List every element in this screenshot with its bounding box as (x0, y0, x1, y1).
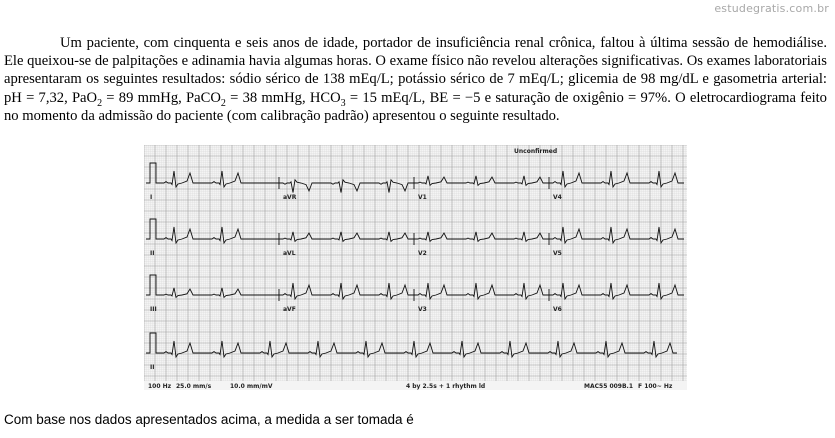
subscript-co2: 2 (220, 97, 226, 109)
ecg-lead-label: V2 (418, 250, 427, 257)
question-part-1: Um paciente, com cinquenta e seis anos de idade, portador de insuficiência renal crônica, faltou à última sessão de hemodiálise. Ele queixou-se de palpitações e adinamia havia algumas horas. O exame físico não revelou alterações significativas. Os exames laboratoriais apresentaram os seguintes resultados: sódio sérico de 138 mEq/L; potássio sérico de 7 mEq/L; glicemia de 98 mg/dL e gasometria arterial: pH = 7,32, PaO (4, 35, 827, 106)
ecg-lead-label: aVF (283, 306, 296, 313)
ecg-footer-filter: F 100~ Hz (638, 383, 673, 390)
ecg-lead-label: V6 (553, 306, 562, 313)
ecg-lead-label: V3 (418, 306, 427, 313)
ecg-lead-label: II (150, 364, 155, 371)
question-text (4, 34, 827, 125)
subscript-o2: 2 (97, 97, 103, 109)
ecg-footer-format: 4 by 2.5s + 1 rhythm ld (406, 383, 486, 390)
ecg-header-label: Unconfirmed (514, 148, 558, 155)
ecg-image (144, 145, 687, 390)
ecg-footer-device: MAC55 009B.1 (584, 383, 634, 390)
watermark: estudegratis.com.br (714, 2, 829, 15)
ecg-lead-label: aVR (283, 194, 297, 201)
question-part-3: = 38 mmHg, HCO (225, 89, 341, 106)
ecg-lead-label: V5 (553, 250, 562, 257)
question-part-4: = 15 mEq/L, BE = −5 e saturação de oxigênio = 97%. O eletrocardiograma feito no momento da admissão do paciente (com calibração padrão) apresentou o seguinte resultado. (4, 89, 827, 124)
ecg-lead-label: V1 (418, 194, 427, 201)
ecg-footer-speed: 25.0 mm/s (176, 383, 212, 390)
ecg-footer-rate: 100 Hz (148, 383, 172, 390)
ecg-lead-label: V4 (553, 194, 562, 201)
ecg-footer-gain: 10.0 mm/mV (230, 383, 273, 390)
subscript-hco3: 3 (340, 97, 346, 109)
question-prompt: Com base nos dados apresentados acima, a medida a ser tomada é (4, 412, 414, 427)
ecg-lead-label: I (150, 194, 153, 201)
ecg-lead-label: II (150, 250, 155, 257)
ecg-lead-label: III (150, 306, 157, 313)
question-part-2: = 89 mmHg, PaCO (102, 89, 221, 106)
ecg-lead-label: aVL (283, 250, 296, 257)
